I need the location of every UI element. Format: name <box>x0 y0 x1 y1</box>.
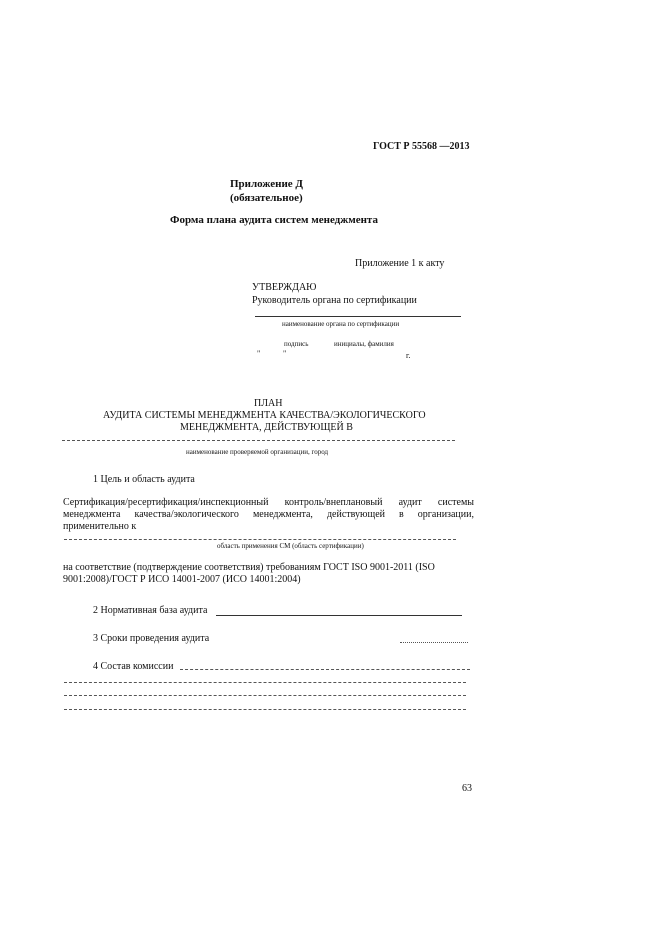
section-3-title: 3 Сроки проведения аудита <box>93 633 210 644</box>
signature-caption: подпись <box>284 340 309 348</box>
commission-line-3 <box>64 695 466 696</box>
commission-line-4 <box>64 709 466 710</box>
section-1-text-line1: Сертификация/ресертификация/инспекционный контроль/внеплановый аудит системы <box>63 497 474 508</box>
standard-number: ГОСТ Р 55568 —2013 <box>373 141 470 152</box>
section-1-text-line2: менеджмента качества/экологического менеджмента, действующей в организации, <box>63 509 474 520</box>
annex-title: Приложение Д <box>230 178 303 190</box>
section-4-title: 4 Состав комиссии <box>93 661 174 672</box>
annex-status: (обязательное) <box>230 192 303 204</box>
audited-org-caption: наименование проверяемой организации, город <box>186 448 329 456</box>
conformity-text-line2: 9001:2008)/ГОСТ Р ИСО 14001-2007 (ИСО 14001:2004) <box>63 574 301 585</box>
form-title: Форма плана аудита систем менеджмента <box>170 214 378 226</box>
head-label: Руководитель органа по сертификации <box>252 295 417 306</box>
section-1-text-line3: применительно к <box>63 521 137 532</box>
date-quote-close: " <box>283 349 287 358</box>
plan-title: ПЛАН <box>254 398 283 409</box>
initials-caption: инициалы, фамилия <box>334 340 394 348</box>
commission-line-2 <box>64 682 466 683</box>
scope-caption: область применения СМ (область сертификации) <box>217 542 364 550</box>
plan-subtitle-line1: АУДИТА СИСТЕМЫ МЕНЕДЖМЕНТА КАЧЕСТВА/ЭКОЛОГИЧЕСКОГО <box>103 410 426 421</box>
page-number: 63 <box>462 783 472 794</box>
attachment-label: Приложение 1 к акту <box>355 258 445 269</box>
section-1-title: 1 Цель и область аудита <box>93 474 195 485</box>
normative-base-line <box>216 615 462 616</box>
audited-org-line <box>62 440 455 441</box>
section-2-title: 2 Нормативная база аудита <box>93 605 208 616</box>
year-suffix: г. <box>406 351 411 360</box>
date-quote-open: " <box>257 349 261 358</box>
plan-subtitle-line2: МЕНЕДЖМЕНТА, ДЕЙСТВУЮЩЕЙ В <box>180 422 353 433</box>
org-name-caption: наименование органа по сертификации <box>282 320 400 328</box>
audit-dates-line <box>400 642 468 643</box>
commission-line-1 <box>180 669 470 670</box>
conformity-text-line1: на соответствие (подтверждение соответствия) требованиям ГОСТ ISO 9001-2011 (ISO <box>63 562 435 573</box>
approve-label: УТВЕРЖДАЮ <box>252 282 317 293</box>
scope-line <box>64 539 456 540</box>
org-name-line <box>255 316 461 317</box>
